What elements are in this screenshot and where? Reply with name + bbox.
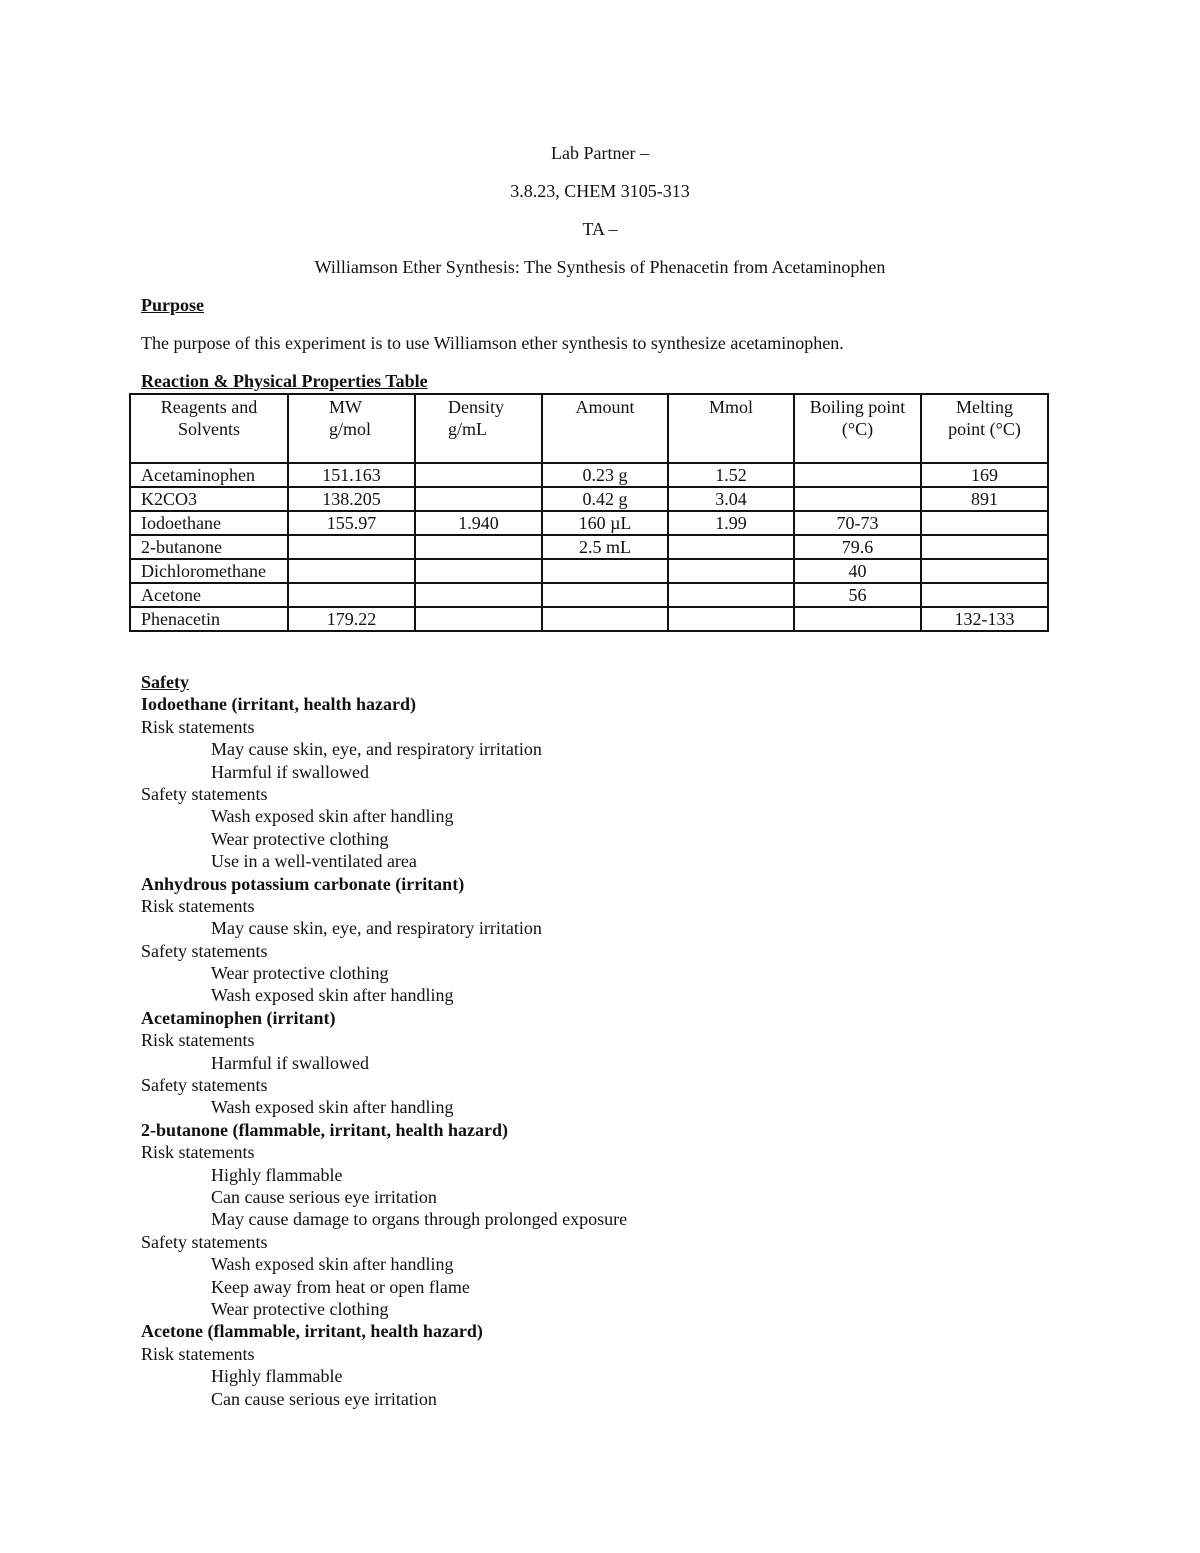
table-cell [542,607,668,631]
purpose-text: The purpose of this experiment is to use Williamson ether synthesis to synthesize acetaminophen. [141,333,844,353]
safety-statement: Wear protective clothing [211,828,389,849]
table-cell [921,535,1048,559]
safety-statement: Keep away from heat or open flame [211,1276,470,1297]
safety-statement: Wear protective clothing [211,963,389,984]
table-cell: 1.940 [415,511,542,535]
safety-section [141,671,1101,1410]
table-row [130,607,1048,631]
table-cell: 179.22 [288,607,415,631]
safety-statements-label: Safety statements [141,1075,268,1096]
safety-statement: Use in a well-ventilated area [211,851,417,872]
safety-statement: Wash exposed skin after handling [211,806,454,827]
table-cell: 2.5 mL [542,535,668,559]
table-row [130,463,1048,487]
risk-statement: Can cause serious eye irritation [211,1186,437,1207]
table-cell: 40 [794,559,921,583]
table-body [130,463,1048,631]
table-row [130,535,1048,559]
safety-statement: Wash exposed skin after handling [211,985,454,1006]
risk-statement: Harmful if swallowed [211,1052,369,1073]
reagent-name-cell: Acetaminophen [130,463,288,487]
risk-statement: May cause damage to organs through prolonged exposure [211,1209,628,1230]
safety-statements-label: Safety statements [141,783,268,804]
table-cell [921,559,1048,583]
table-row [130,559,1048,583]
reagent-name-cell: K2CO3 [130,487,288,511]
safety-heading: Safety [141,672,189,692]
table-cell [415,583,542,607]
table-cell: 160 µL [542,511,668,535]
table-cell: 138.205 [288,487,415,511]
table-cell: 132-133 [921,607,1048,631]
table-cell [794,607,921,631]
reagent-name-cell: 2-butanone [130,535,288,559]
table-cell [288,559,415,583]
risk-statement: May cause skin, eye, and respiratory irritation [211,739,542,760]
table-cell [668,607,794,631]
table-cell [794,487,921,511]
safety-statement: Wash exposed skin after handling [211,1254,454,1275]
risk-statement: Can cause serious eye irritation [211,1388,437,1409]
safety-statement: Wear protective clothing [211,1298,389,1319]
table-cell [415,607,542,631]
table-cell: 3.04 [668,487,794,511]
column-header: MW g/mol [288,394,415,463]
chemical-name: Acetaminophen (irritant) [141,1007,336,1028]
table-row [130,511,1048,535]
reagent-name-cell: Phenacetin [130,607,288,631]
reagent-name-cell: Acetone [130,583,288,607]
table-row [130,487,1048,511]
chemical-name: Iodoethane (irritant, health hazard) [141,694,416,715]
table-cell [921,511,1048,535]
safety-statements-label: Safety statements [141,940,268,961]
table-cell [921,583,1048,607]
risk-statement: Highly flammable [211,1366,343,1387]
column-header: Density g/mL [415,394,542,463]
table-cell: 151.163 [288,463,415,487]
table-cell [542,583,668,607]
safety-statement: Wash exposed skin after handling [211,1097,454,1118]
table-heading: Reaction & Physical Properties Table [141,371,428,391]
risk-statement: May cause skin, eye, and respiratory irritation [211,918,542,939]
table-cell [668,559,794,583]
table-cell: 155.97 [288,511,415,535]
risk-statements-label: Risk statements [141,1030,255,1051]
chemical-name: Acetone (flammable, irritant, health hazard) [141,1321,483,1342]
table-cell: 1.52 [668,463,794,487]
table-cell: 1.99 [668,511,794,535]
reagent-name-cell: Iodoethane [130,511,288,535]
safety-statements-label: Safety statements [141,1231,268,1252]
table-header-row [130,394,1048,463]
column-header: Boiling point (°C) [794,394,921,463]
table-cell [415,559,542,583]
table-cell: 79.6 [794,535,921,559]
date-course-line: 3.8.23, CHEM 3105-313 [510,181,690,201]
table-cell [415,535,542,559]
table-cell [415,487,542,511]
table-cell: 0.23 g [542,463,668,487]
table-cell: 56 [794,583,921,607]
risk-statements-label: Risk statements [141,716,255,737]
table-cell: 891 [921,487,1048,511]
properties-table [129,393,1049,632]
table-cell [288,535,415,559]
table-cell: 70-73 [794,511,921,535]
table-cell [794,463,921,487]
risk-statements-label: Risk statements [141,1142,255,1163]
table-row [130,583,1048,607]
table-cell: 169 [921,463,1048,487]
risk-statement: Harmful if swallowed [211,761,369,782]
ta-line: TA – [582,219,618,239]
lab-partner-line: Lab Partner – [551,143,649,163]
reagent-name-cell: Dichloromethane [130,559,288,583]
document-title: Williamson Ether Synthesis: The Synthesis of Phenacetin from Acetaminophen [314,257,886,277]
table-cell [415,463,542,487]
column-header: Amount [542,394,668,463]
table-cell: 0.42 g [542,487,668,511]
chemical-name: Anhydrous potassium carbonate (irritant) [141,873,465,894]
chemical-name: 2-butanone (flammable, irritant, health hazard) [141,1119,508,1140]
purpose-heading: Purpose [141,295,204,315]
column-header: Melting point (°C) [921,394,1048,463]
column-header: Mmol [668,394,794,463]
table-cell [668,583,794,607]
column-header: Reagents and Solvents [130,394,288,463]
risk-statements-label: Risk statements [141,895,255,916]
risk-statement: Highly flammable [211,1164,343,1185]
table-cell [668,535,794,559]
risk-statements-label: Risk statements [141,1343,255,1364]
table-cell [288,583,415,607]
table-cell [542,559,668,583]
